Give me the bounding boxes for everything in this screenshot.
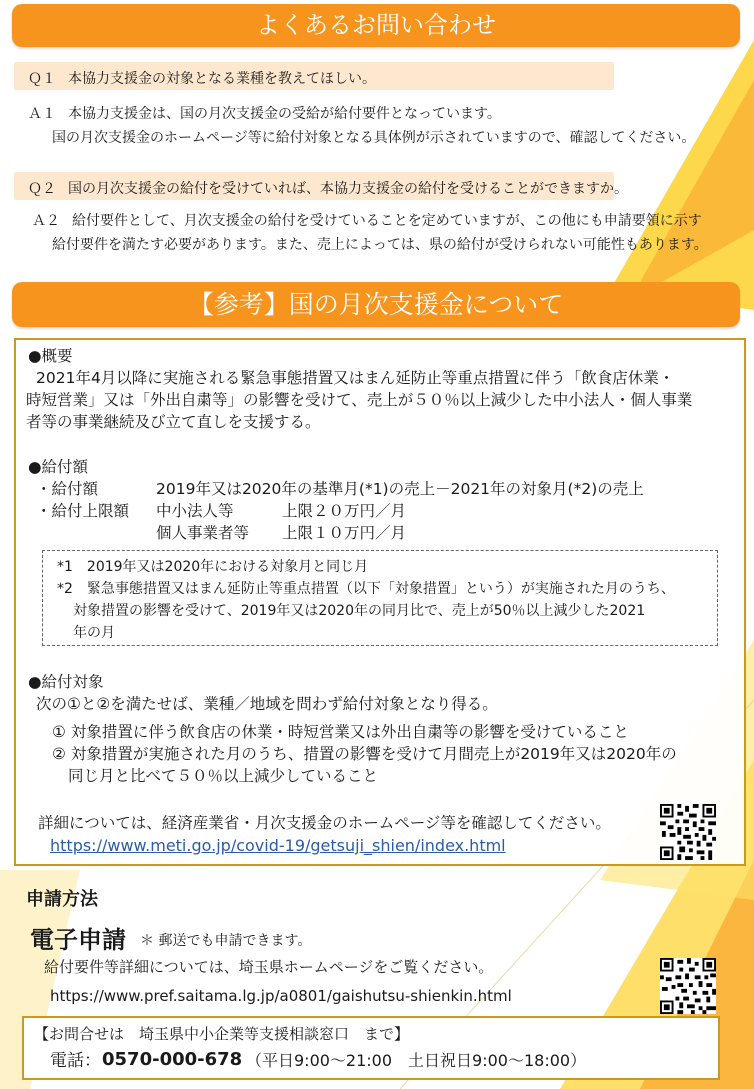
q1-text: 本協力支援金の対象となる業種を教えてほしい。 xyxy=(68,71,376,87)
a1-label: Ａ１ xyxy=(28,106,56,122)
q2-text: 国の月次支援金の給付を受けていれば、本協力支援金の給付を受けることができますか。 xyxy=(68,181,628,197)
eligibility-item1: ① 対象措置に伴う飲食店の休業・時短営業又は外出自粛等の影響を受けていること xyxy=(52,723,629,741)
overview-line2: 時短営業」又は「外出自粛等」の影響を受けて、売上が５０％以上減少した中小法人・個人事業 xyxy=(26,391,693,409)
footnote-2-line3: 年の月 xyxy=(73,625,115,641)
a1-line1: 本協力支援金は、国の月次支援金の受給が給付要件となっています。 xyxy=(68,106,501,122)
reference-banner xyxy=(12,282,740,327)
faq-banner xyxy=(12,4,740,47)
q1-label: Ｑ１ xyxy=(28,71,56,87)
apply-method: 電子申請 xyxy=(30,926,126,954)
apply-method-note: ＊ 郵送でも申請できます。 xyxy=(140,933,312,949)
meti-link[interactable]: https://www.meti.go.jp/covid-19/getsuji_shien/index.html xyxy=(50,836,506,855)
overview-line1: 2021年4月以降に実施される緊急事態措置又はまん延防止等重点措置に伴う「飲食店休業・ xyxy=(36,369,675,387)
overview-heading: ●概要 xyxy=(28,347,73,365)
contact-phone-label: 電話： xyxy=(50,1051,101,1071)
faq-banner-title: よくあるお問い合わせ xyxy=(256,11,496,39)
apply-url[interactable]: https://www.pref.saitama.lg.jp/a0801/gaishutsu-shienkin.html xyxy=(50,987,512,1005)
contact-phone-number[interactable]: 0570-000-678 xyxy=(102,1049,243,1070)
q2-label: Ｑ２ xyxy=(28,181,56,197)
amount-row1-value: 2019年又は2020年の基準月(*1)の売上－2021年の対象月(*2)の売上 xyxy=(156,480,644,498)
reference-banner-title: 【参考】国の月次支援金について xyxy=(188,290,564,319)
contact-line1: 【お問合せは 埼玉県中小企業等支援相談窓口 まで】 xyxy=(34,1025,410,1043)
eligibility-intro: 次の①と②を満たせば、業種／地域を問わず給付対象となり得る。 xyxy=(36,695,498,713)
footnote-2-line1: *2 緊急事態措置又はまん延防止等重点措置（以下「対象措置」という）が実施された月のうち、 xyxy=(57,581,675,597)
meti-qr-code-icon[interactable] xyxy=(660,804,716,860)
footnotes-box xyxy=(42,550,718,646)
amount-row2-label: ・給付上限額 xyxy=(36,502,130,520)
reference-box xyxy=(14,338,746,866)
footnote-2-line2: 対象措置の影響を受けて、2019年又は2020年の同月比で、売上が50％以上減少した2021 xyxy=(73,603,646,619)
amount-heading: ●給付額 xyxy=(28,458,89,476)
contact-hours: （平日9:00～21:00 土日祝日9:00～18:00） xyxy=(246,1051,587,1070)
amount-row3-sub: 個人事業者等 xyxy=(156,524,250,542)
footnote-1: *1 2019年又は2020年における対象月と同じ月 xyxy=(57,559,369,575)
amount-row2-value: 上限２０万円／月 xyxy=(282,502,407,520)
a2-line1: 給付要件として、月次支援金の給付を受けていることを定めていますが、この他にも申請要領に示す xyxy=(72,213,702,229)
saitama-qr-code-icon[interactable] xyxy=(660,958,716,1014)
amount-row2-sub: 中小法人等 xyxy=(156,502,234,520)
eligibility-item2-line1: ② 対象措置が実施された月のうち、措置の影響を受けて月間売上が2019年又は2020年の xyxy=(52,745,677,763)
eligibility-item2-line2: 同じ月と比べて５０％以上減少していること xyxy=(68,767,379,785)
a2-label: Ａ２ xyxy=(32,213,60,229)
contact-box xyxy=(22,1016,720,1080)
a2-line2: 給付要件を満たす必要があります。また、売上によっては、県の給付が受けられない可能性もあります。 xyxy=(52,237,708,253)
amount-row1-label: ・給付額 xyxy=(36,480,99,498)
amount-row3-value: 上限１０万円／月 xyxy=(282,524,407,542)
a1-line2: 国の月次支援金のホームページ等に給付対象となる具体例が示されていますので、確認してください。 xyxy=(52,130,696,146)
apply-title: 申請方法 xyxy=(26,889,98,910)
meti-details-text: 詳細については、経済産業省・月次支援金のホームページ等を確認してください。 xyxy=(38,814,611,832)
eligibility-heading: ●給付対象 xyxy=(28,673,104,691)
overview-line3: 者等の事業継続及び立て直しを支援する。 xyxy=(26,413,321,431)
apply-details-text: 給付要件等詳細については、埼玉県ホームページをご覧ください。 xyxy=(44,958,494,976)
